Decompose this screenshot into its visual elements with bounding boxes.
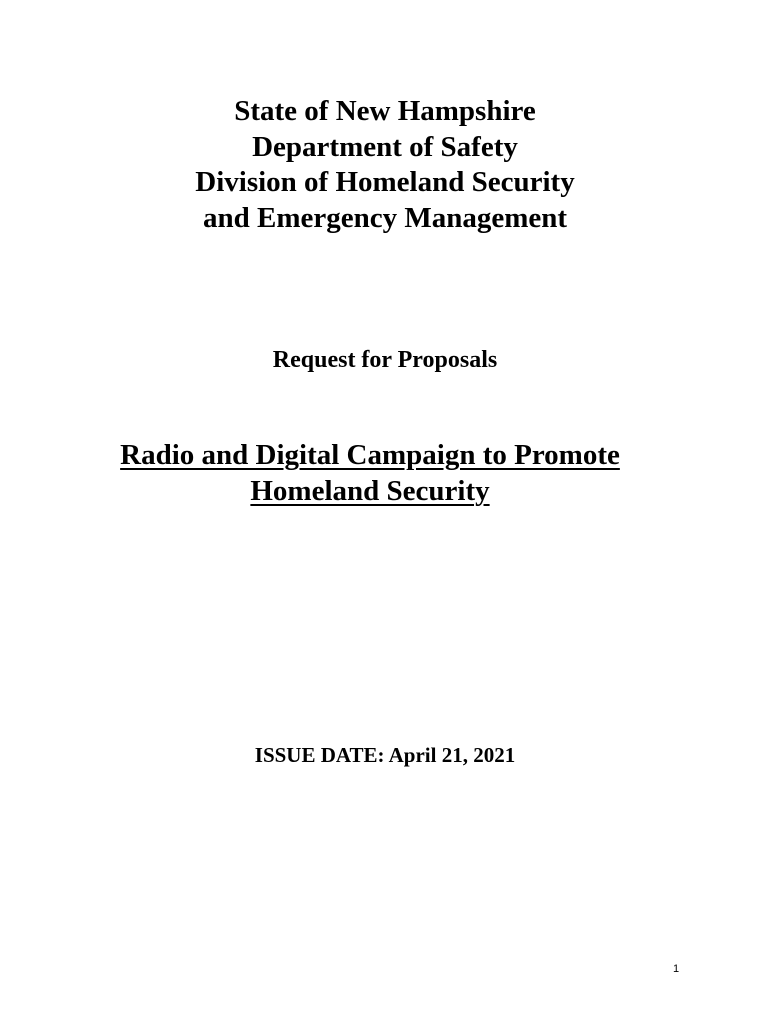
project-title-line-1 xyxy=(0,437,740,473)
project-title xyxy=(0,437,740,509)
project-title-line-2 xyxy=(0,473,740,509)
request-for-proposals-label: Request for Proposals xyxy=(272,347,498,373)
division-name-continued: and Emergency Management xyxy=(202,201,568,234)
project-title-line-2-text: Homeland Security xyxy=(250,475,490,507)
department-name: Department of Safety xyxy=(252,130,518,163)
state-name: State of New Hampshire xyxy=(234,95,536,127)
agency-heading xyxy=(0,94,770,236)
issue-date: ISSUE DATE: April 21, 2021 xyxy=(254,743,516,767)
project-title-line-1-text: Radio and Digital Campaign to Promote xyxy=(120,439,620,471)
division-name: Division of Homeland Security xyxy=(195,166,575,198)
page-number: 1 xyxy=(672,963,680,975)
